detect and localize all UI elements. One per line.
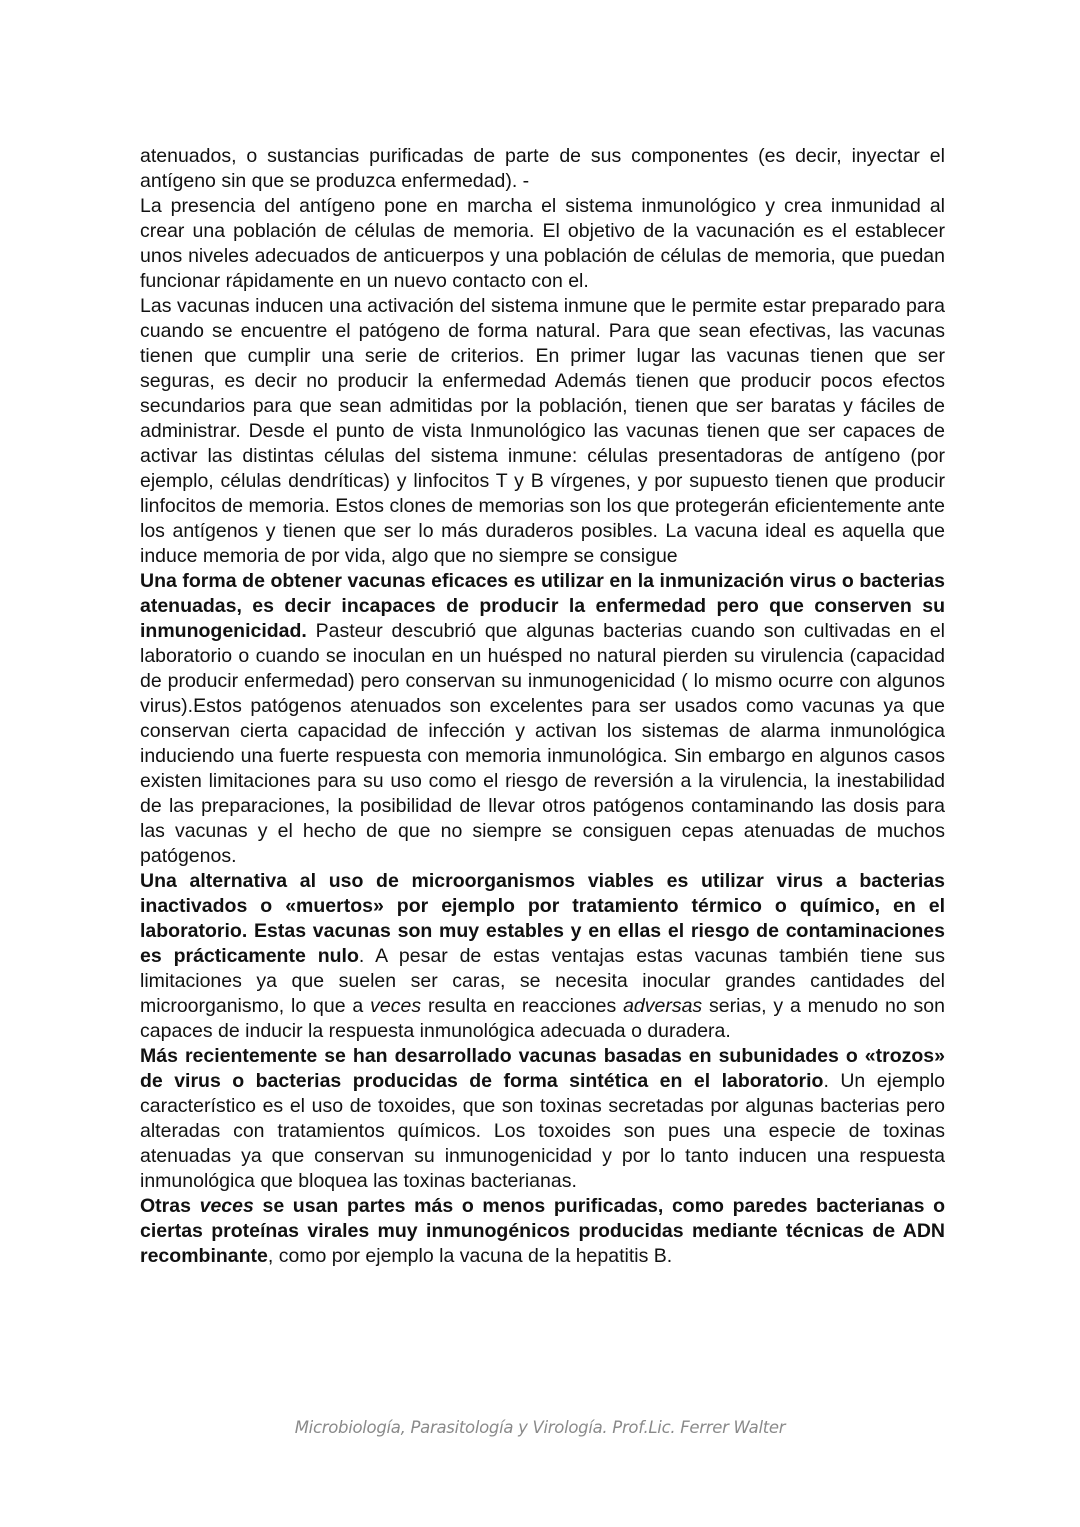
- bold-text-run: Una alternativa al uso de microorganismos viables es utilizar virus a bacterias inactivados o «muertos» por ejemplo por tratamiento térmico o químico, en el laboratorio. Estas vacunas son muy estables y en ellas el riesgo de contaminaciones es prácticamente nulo: [140, 870, 945, 967]
- text-run: . A pesar de estas ventajas estas vacunas también tiene sus limitaciones ya que suelen ser caras, se necesita inocular grandes cantidades del microorganismo, lo que a: [140, 945, 945, 1017]
- bold-text-run: se usan partes más o menos purificadas, como paredes bacterianas o ciertas proteínas virales muy inmunogénicos producidas mediante técnicas de ADN recombinante: [140, 1195, 946, 1267]
- italic-text-run: veces: [199, 1195, 254, 1217]
- text-run: , como por ejemplo la vacuna de la hepatitis B.: [267, 1245, 673, 1267]
- italic-text-run: veces: [370, 995, 422, 1017]
- text-run: La presencia del antígeno pone en marcha el sistema inmunológico y crea inmunidad al crear una población de células de memoria. El objetivo de la vacunación es el establecer unos niveles adecuados de anticuerpos y una población de células de memoria, que puedan funcionar rápidamente en un nuevo contacto con el.: [140, 195, 945, 292]
- text-run: serias, y a menudo no son capaces de inducir la respuesta inmunológica adecuada o duradera.: [140, 995, 945, 1042]
- bold-text-run: [200, 1195, 254, 1217]
- text-run: Pasteur descubrió que algunas bacterias cuando son cultivadas en el laboratorio o cuando se inoculan en un huésped no natural pierden su virulencia (capacidad de producir enfermedad) pero conservan su inmunogenicidad ( lo mismo ocurre con algunos virus).Estos patógenos atenuados son excelentes para ser usados como vacunas ya que conservan cierta capacidad de infección y activan los sistemas de alarma inmunológica induciendo una fuerte respuesta con memoria inmunológica. Sin embargo en algunos casos existen limitaciones para su uso como el riesgo de reversión a la virulencia, la inestabilidad de las preparaciones, la posibilidad de llevar otros patógenos contaminando las dosis para las vacunas y el hecho de que no siempre se consiguen cepas atenuadas de muchos patógenos.: [140, 620, 945, 867]
- bold-text-run: Más recientemente se han desarrollado vacunas basadas en subunidades o «trozos» de virus o bacterias producidas de forma sintética en el laboratorio: [140, 1045, 945, 1092]
- text-run: . Un ejemplo característico es el uso de toxoides, que son toxinas secretadas por algunas bacterias pero alteradas con tratamientos químicos. Los toxoides son pues una especie de toxinas atenuadas ya que conservan su inmunogenicidad y por lo tanto inducen una respuesta inmunológica que bloquea las toxinas bacterianas.: [140, 1070, 945, 1192]
- italic-text-run: adversas: [623, 995, 703, 1017]
- document-body: [140, 144, 945, 1269]
- text-run: atenuados, o sustancias purificadas de parte de sus componentes (es decir, inyectar el antígeno sin que se produzca enfermedad). -: [140, 145, 945, 192]
- text-run: resulta en reacciones: [421, 995, 624, 1017]
- bold-text-run: Una forma de obtener vacunas eficaces es utilizar en la inmunización virus o bacterias atenuadas, es decir incapaces de producir la enfermedad pero que conserven su inmunogenicidad.: [140, 570, 945, 642]
- bold-text-run: Otras: [140, 1195, 200, 1217]
- paragraph: [140, 869, 945, 1044]
- paragraph: [140, 1194, 945, 1269]
- paragraph: [140, 194, 945, 294]
- page-footer: Microbiología, Parasitología y Virología. Prof.Lic. Ferrer Walter: [294, 1418, 786, 1437]
- paragraph: [140, 144, 945, 194]
- paragraph: [140, 569, 945, 869]
- paragraph: [140, 1044, 945, 1194]
- text-run: Las vacunas inducen una activación del sistema inmune que le permite estar preparado para cuando se encuentre el patógeno de forma natural. Para que sean efectivas, las vacunas tienen que cumplir una serie de criterios. En primer lugar las vacunas tienen que ser seguras, es decir no producir la enfermedad Además tienen que producir pocos efectos secundarios para que sean admitidas por la población, tienen que ser baratas y fáciles de administrar. Desde el punto de vista Inmunológico las vacunas tienen que ser capaces de activar las distintas células del sistema inmune: células presentadoras de antígeno (por ejemplo, células dendríticas) y linfocitos T y B vírgenes, y por supuesto tienen que producir linfocitos de memoria. Estos clones de memorias son los que protegerán eficientemente ante los antígenos y tienen que ser lo más duraderos posibles. La vacuna ideal es aquella que induce memoria de por vida, algo que no siempre se consigue: [140, 295, 945, 567]
- paragraph: [140, 294, 945, 569]
